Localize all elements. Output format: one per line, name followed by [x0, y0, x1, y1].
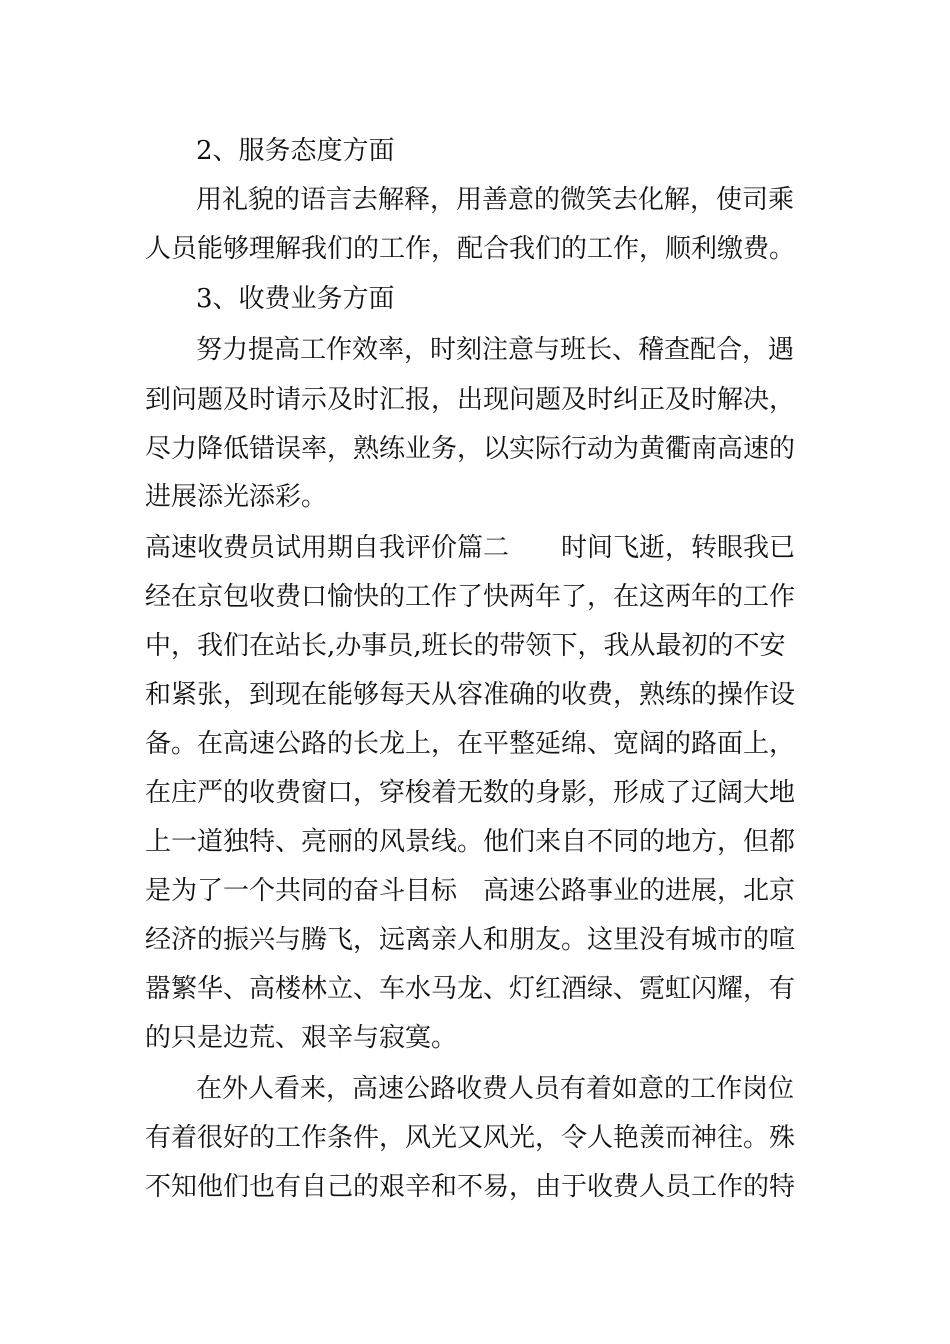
paragraph-line: 不知他们也有自己的艰辛和不易，由于收费人员工作的特: [145, 1172, 796, 1202]
paragraph-line: 中，我们在站长,办事员,班长的带领下，我从最初的不安: [145, 631, 786, 661]
paragraph-line: 在庄严的收费窗口，穿梭着无数的身影，形成了辽阔大地: [145, 778, 796, 808]
paragraph-line: 的只是边荒、艰辛与寂寞。: [145, 1023, 458, 1053]
paragraph-line: 嚣繁华、高楼林立、车水马龙、灯红酒绿、霓虹闪耀，有: [145, 974, 796, 1004]
paragraph-line: 人员能够理解我们的工作，配合我们的工作，顺利缴费。: [145, 234, 796, 264]
paragraph-line: 上一道独特、亮丽的风景线。他们来自不同的地方，但都: [145, 827, 796, 857]
paragraph-line: 经济的振兴与腾飞，远离亲人和朋友。这里没有城市的喧: [145, 925, 796, 955]
paragraph-line: 进展添光添彩。: [145, 482, 328, 512]
paragraph-line: 用礼貌的语言去解释，用善意的微笑去化解，使司乘: [196, 185, 795, 215]
paragraph-line: 有着很好的工作条件，风光又风光，令人艳羡而神往。殊: [145, 1123, 796, 1153]
section-heading-toll-business: 3、收费业务方面: [196, 284, 395, 314]
paragraph-line: 到问题及时请示及时汇报，出现问题及时纠正及时解决，: [145, 385, 796, 415]
paragraph-line: 是为了一个共同的奋斗目标 高速公路事业的进展，北京: [145, 876, 796, 906]
paragraph-line: 备。在高速公路的长龙上，在平整延绵、宽阔的路面上，: [145, 729, 796, 759]
paragraph-line: 努力提高工作效率，时刻注意与班长、稽查配合，遇: [196, 335, 795, 365]
paragraph-line: 经在京包收费口愉快的工作了快两年了，在这两年的工作: [145, 582, 796, 612]
paragraph-line: 尽力降低错误率，熟练业务，以实际行动为黄衢南高速的: [145, 434, 796, 464]
paragraph-line: 和紧张，到现在能够每天从容准确的收费，熟练的操作设: [145, 680, 796, 710]
section-heading-service-attitude: 2、服务态度方面: [196, 136, 395, 166]
paragraph-line: 在外人看来，高速公路收费人员有着如意的工作岗位: [196, 1074, 795, 1104]
article-title-line: 高速收费员试用期自我评价篇二 时间飞逝，转眼我已: [145, 533, 796, 563]
